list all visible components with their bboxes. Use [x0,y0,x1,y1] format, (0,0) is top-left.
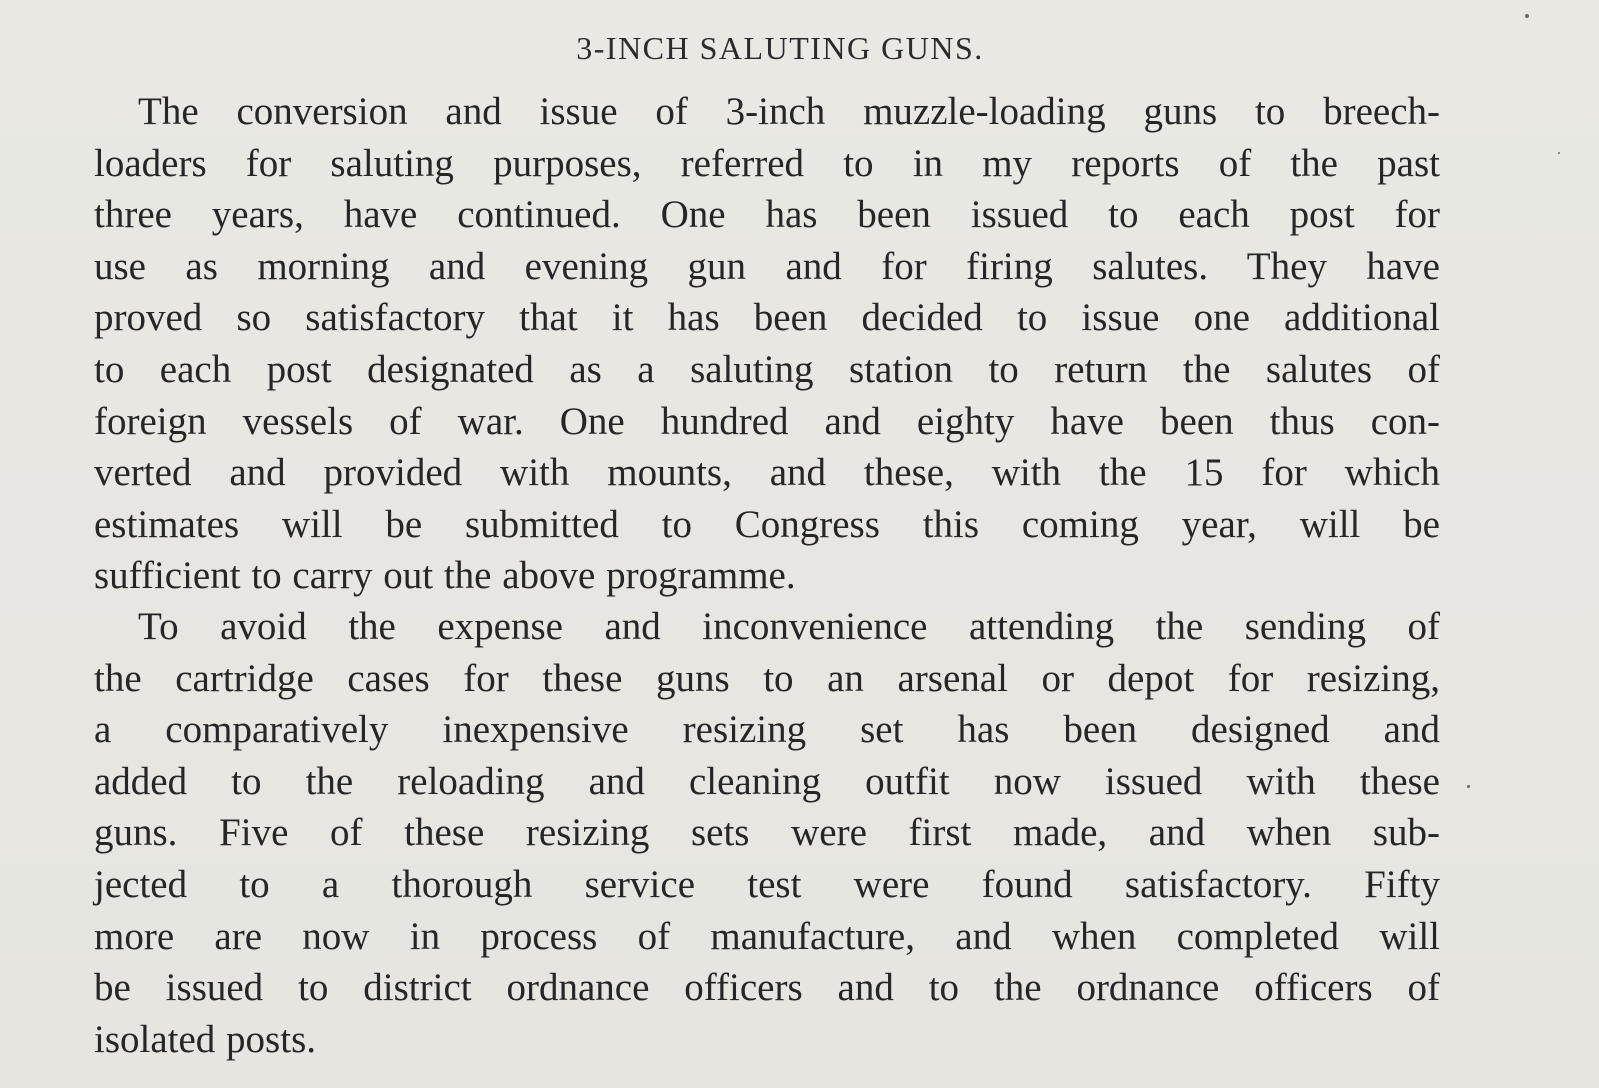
text-line: To avoid the expense and inconvenience attending the sending of [138,605,1440,648]
text-line: sufficient to carry out the above programme. [94,554,796,598]
text-line: proved so satisfactory that it has been decided to issue one additional [94,296,1440,340]
text-line: guns. Five of these resizing sets were first made, and when sub- [94,811,1440,855]
text-line: jected to a thorough service test were found satisfactory. Fifty [94,862,1440,906]
paragraph-resizing-sets [94,601,1440,1065]
text-line: foreign vessels of war. One hundred and eighty have been thus con- [94,399,1440,443]
paper-speck [1467,785,1470,788]
text-line: the cartridge cases for these guns to an arsenal or depot for resizing, [94,656,1440,700]
text-line: use as morning and evening gun and for firing salutes. They have [94,244,1440,288]
text-line: loaders for saluting purposes, referred to in my reports of the past [94,141,1440,185]
text-line: verted and provided with mounts, and these, with the 15 for which [94,451,1440,495]
text-line: more are now in process of manufacture, and when completed will [94,914,1440,958]
text-line: three years, have continued. One has been issued to each post for [94,193,1440,237]
paper-speck [1558,152,1560,154]
text-line: estimates will be submitted to Congress this coming year, will be [94,502,1440,546]
text-line: to each post designated as a saluting station to return the salutes of [94,347,1440,391]
text-line: a comparatively inexpensive resizing set has been designed and [94,708,1440,752]
paragraph-conversion [94,86,1440,602]
text-line: added to the reloading and cleaning outfit now issued with these [94,759,1440,803]
text-line: be issued to district ordnance officers and to the ordnance officers of [94,966,1440,1010]
page-heading: 3-INCH SALUTING GUNS. [576,30,984,66]
text-line: The conversion and issue of 3-inch muzzle-loading guns to breech- [138,90,1440,133]
text-line: isolated posts. [94,1017,316,1061]
paper-speck [1525,14,1529,18]
